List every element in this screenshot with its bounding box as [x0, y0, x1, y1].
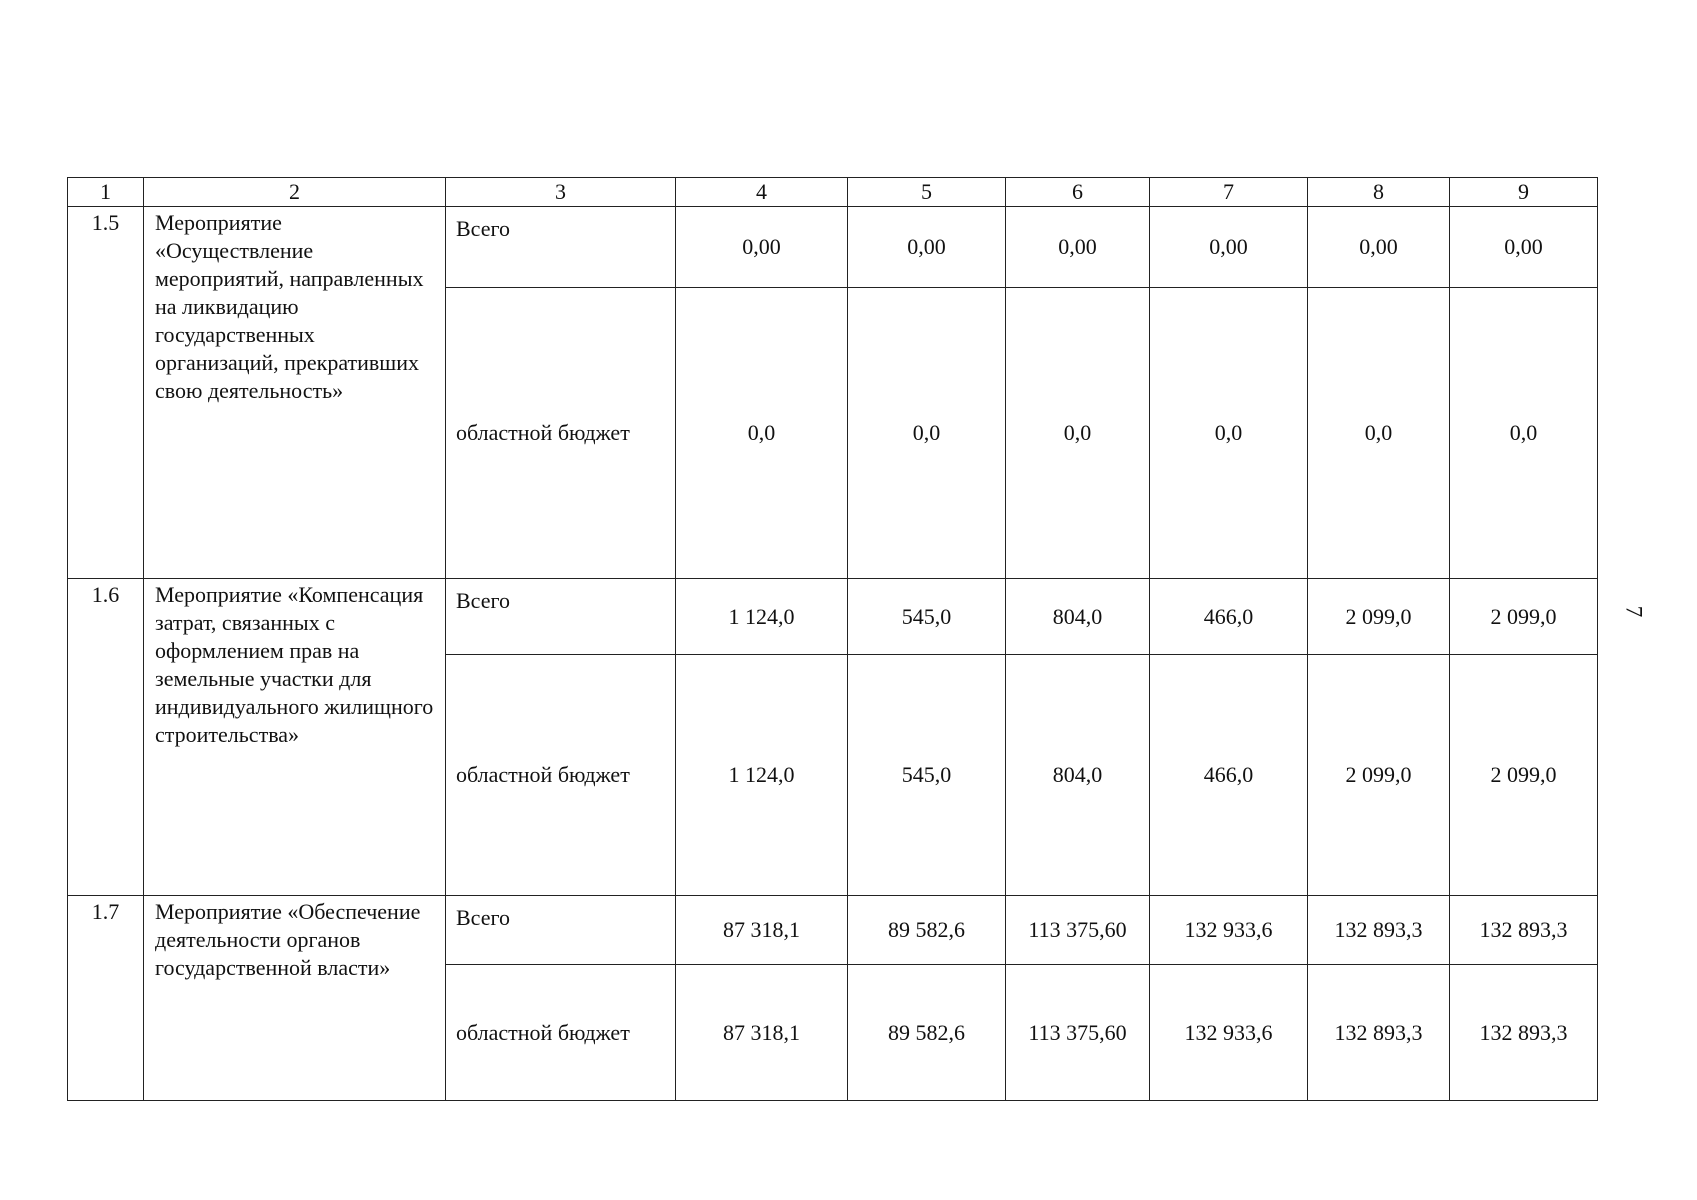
- value-cell: 89 582,6: [848, 896, 1006, 965]
- funding-source: Всего: [446, 896, 676, 965]
- value-cell: 1 124,0: [676, 655, 848, 896]
- column-header: 1: [68, 178, 144, 207]
- value-cell: 0,00: [1308, 207, 1450, 288]
- activity-name: Мероприятие «Осуществление мероприятий, направленных на ликвидацию государственных организаций, прекративших свою деятельность»: [144, 207, 446, 579]
- value-cell: 804,0: [1006, 655, 1150, 896]
- value-cell: 0,0: [1308, 288, 1450, 579]
- row-number: 1.6: [68, 579, 144, 896]
- value-cell: 113 375,60: [1006, 965, 1150, 1101]
- value-cell: 2 099,0: [1450, 579, 1598, 655]
- value-cell: 1 124,0: [676, 579, 848, 655]
- value-cell: 0,0: [1006, 288, 1150, 579]
- column-header: 5: [848, 178, 1006, 207]
- value-cell: 804,0: [1006, 579, 1150, 655]
- activity-name: Мероприятие «Обеспечение деятельности органов государственной власти»: [144, 896, 446, 1101]
- value-cell: 0,00: [676, 207, 848, 288]
- value-cell: 2 099,0: [1308, 655, 1450, 896]
- value-cell: 0,00: [848, 207, 1006, 288]
- funding-source: областной бюджет: [446, 655, 676, 896]
- value-cell: 545,0: [848, 579, 1006, 655]
- value-cell: 87 318,1: [676, 896, 848, 965]
- column-header: 8: [1308, 178, 1450, 207]
- table-row: [68, 579, 1598, 655]
- value-cell: 132 893,3: [1450, 896, 1598, 965]
- column-header: 4: [676, 178, 848, 207]
- value-cell: 132 893,3: [1308, 896, 1450, 965]
- row-number: 1.7: [68, 896, 144, 1101]
- value-cell: 545,0: [848, 655, 1006, 896]
- funding-source: областной бюджет: [446, 965, 676, 1101]
- column-header: 2: [144, 178, 446, 207]
- value-cell: 132 893,3: [1450, 965, 1598, 1101]
- value-cell: 113 375,60: [1006, 896, 1150, 965]
- column-header: 7: [1150, 178, 1308, 207]
- budget-table: [67, 177, 1598, 1101]
- page-number: 7: [1621, 605, 1647, 618]
- value-cell: 2 099,0: [1450, 655, 1598, 896]
- value-cell: 0,00: [1450, 207, 1598, 288]
- column-header: 6: [1006, 178, 1150, 207]
- funding-source: Всего: [446, 579, 676, 655]
- value-cell: 0,00: [1006, 207, 1150, 288]
- table-row: [68, 896, 1598, 965]
- activity-name: Мероприятие «Компенсация затрат, связанных с оформлением прав на земельные участки для индивидуального жилищного строительства»: [144, 579, 446, 896]
- value-cell: 466,0: [1150, 579, 1308, 655]
- value-cell: 0,0: [1150, 288, 1308, 579]
- row-number: 1.5: [68, 207, 144, 579]
- value-cell: 132 933,6: [1150, 965, 1308, 1101]
- value-cell: 0,0: [676, 288, 848, 579]
- value-cell: 87 318,1: [676, 965, 848, 1101]
- column-header: 9: [1450, 178, 1598, 207]
- value-cell: 2 099,0: [1308, 579, 1450, 655]
- value-cell: 89 582,6: [848, 965, 1006, 1101]
- table-header-row: [68, 178, 1598, 207]
- table-row: [68, 207, 1598, 288]
- column-header: 3: [446, 178, 676, 207]
- value-cell: 466,0: [1150, 655, 1308, 896]
- value-cell: 132 933,6: [1150, 896, 1308, 965]
- value-cell: 0,00: [1150, 207, 1308, 288]
- funding-source: областной бюджет: [446, 288, 676, 579]
- value-cell: 0,0: [848, 288, 1006, 579]
- value-cell: 132 893,3: [1308, 965, 1450, 1101]
- funding-source: Всего: [446, 207, 676, 288]
- value-cell: 0,0: [1450, 288, 1598, 579]
